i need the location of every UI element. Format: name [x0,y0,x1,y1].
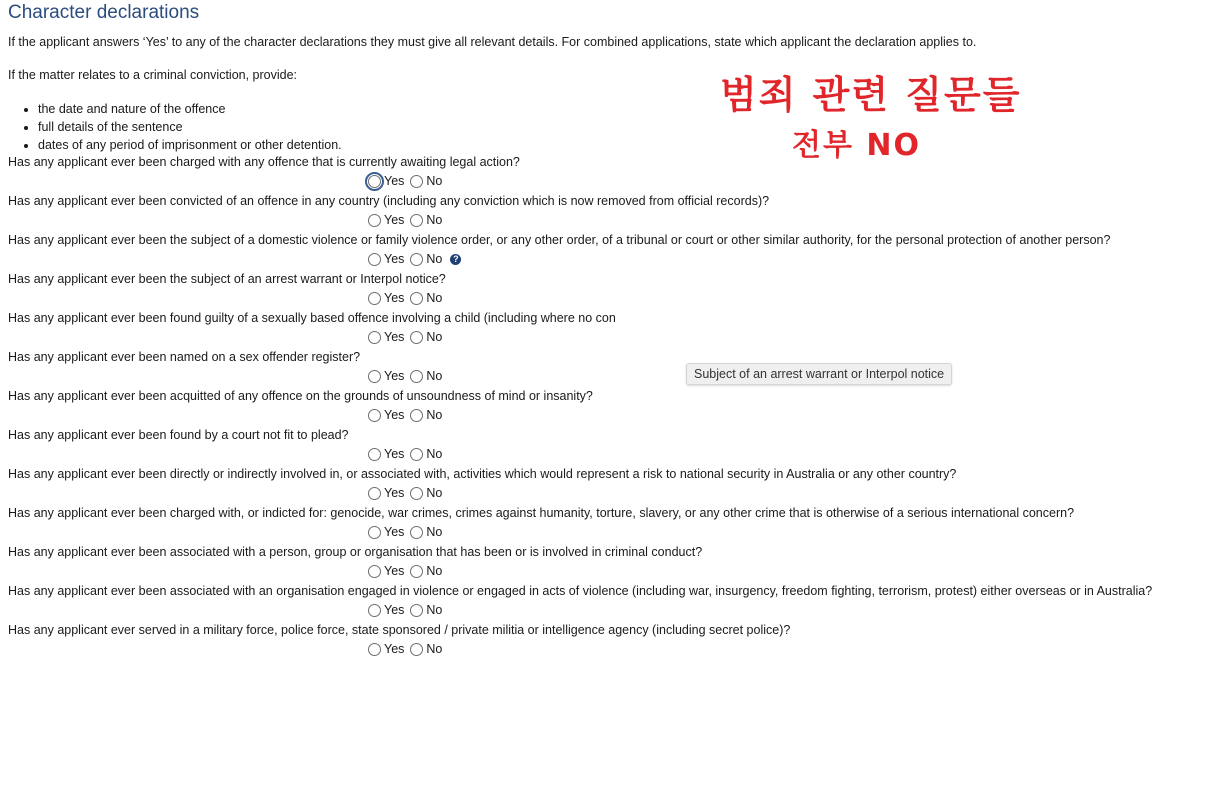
yes-label: Yes [384,329,405,344]
question-text: Has any applicant ever been found by a court not fit to plead? [8,428,349,442]
question-text: Has any applicant ever served in a military force, police force, state sponsored / private militia or intelligence agency (including secret police)? [8,623,791,637]
question-text: Has any applicant ever been charged with, or indicted for: genocide, war crimes, crimes against humanity, torture, slavery, or any other crime that is otherwise of a serious international concern? [8,506,1075,520]
yes-no-options [368,405,1200,425]
yes-radio[interactable] [368,175,381,188]
yes-radio[interactable] [368,487,381,500]
yes-no-options [368,522,1200,542]
question-text: Has any applicant ever been convicted of an offence in any country (including any conviction which is now removed from official records)? [8,194,770,208]
question-item [8,544,1200,581]
yes-option[interactable] [368,329,404,346]
yes-option[interactable] [368,251,404,268]
no-radio[interactable] [410,487,423,500]
yes-option[interactable] [368,212,404,229]
yes-label: Yes [384,212,405,227]
no-label: No [426,602,443,617]
yes-option[interactable] [368,485,404,502]
yes-label: Yes [384,602,405,617]
no-option[interactable] [410,329,442,346]
no-radio[interactable] [410,448,423,461]
list-item: • dates of any period of imprisonment or other detention. [38,136,1200,154]
yes-radio[interactable] [368,448,381,461]
yes-radio[interactable] [368,604,381,617]
yes-no-options [368,561,1200,581]
question-item [8,583,1200,620]
no-radio[interactable] [410,565,423,578]
yes-option[interactable] [368,602,404,619]
no-option[interactable] [410,251,442,268]
yes-radio[interactable] [368,565,381,578]
question-text: Has any applicant ever been charged with any offence that is currently awaiting legal action? [8,155,520,169]
question-item [8,505,1200,542]
no-option[interactable] [410,173,442,190]
no-radio[interactable] [410,214,423,227]
no-label: No [426,212,443,227]
yes-radio[interactable] [368,331,381,344]
no-radio[interactable] [410,175,423,188]
question-text: Has any applicant ever been associated with an organisation engaged in violence or engaged in acts of violence (including war, insurgency, freedom fighting, terrorism, protest) either overseas or in Australia? [8,584,1153,598]
yes-option[interactable] [368,563,404,580]
no-radio[interactable] [410,643,423,656]
yes-radio[interactable] [368,253,381,266]
question-item [8,310,1200,347]
question-item [8,193,1200,230]
yes-label: Yes [384,290,405,305]
yes-label: Yes [384,641,405,656]
no-label: No [426,173,443,188]
no-label: No [426,524,443,539]
no-radio[interactable] [410,604,423,617]
yes-label: Yes [384,446,405,461]
question-text: Has any applicant ever been directly or indirectly involved in, or associated with, activities which would represent a risk to national security in Australia or any other country? [8,467,957,481]
tooltip: Subject of an arrest warrant or Interpol notice [686,363,952,385]
no-option[interactable] [410,524,442,541]
list-item: • the date and nature of the offence [38,100,1200,118]
no-option[interactable] [410,290,442,307]
question-list [8,154,1200,659]
yes-radio[interactable] [368,370,381,383]
no-option[interactable] [410,407,442,424]
no-label: No [426,641,443,656]
no-label: No [426,407,443,422]
no-option[interactable] [410,563,442,580]
no-label: No [426,563,443,578]
yes-radio[interactable] [368,292,381,305]
yes-label: Yes [384,485,405,500]
yes-label: Yes [384,173,405,188]
yes-option[interactable] [368,524,404,541]
no-radio[interactable] [410,253,423,266]
no-option[interactable] [410,368,442,385]
no-label: No [426,446,443,461]
yes-radio[interactable] [368,409,381,422]
question-text: Has any applicant ever been found guilty of a sexually based offence involving a child (including where no con [8,311,616,325]
yes-radio[interactable] [368,214,381,227]
no-radio[interactable] [410,331,423,344]
question-item [8,271,1200,308]
question-text: Has any applicant ever been named on a sex offender register? [8,350,361,364]
yes-option[interactable] [368,407,404,424]
no-option[interactable] [410,212,442,229]
question-item [8,349,1200,386]
no-label: No [426,329,443,344]
yes-label: Yes [384,251,405,266]
yes-radio[interactable] [368,643,381,656]
yes-no-options [368,171,1200,191]
question-item [8,427,1200,464]
yes-label: Yes [384,368,405,383]
yes-no-options [368,444,1200,464]
no-option[interactable] [410,641,442,658]
no-option[interactable] [410,485,442,502]
question-text: Has any applicant ever been the subject of an arrest warrant or Interpol notice? [8,272,446,286]
no-option[interactable] [410,602,442,619]
yes-label: Yes [384,563,405,578]
question-text: Has any applicant ever been the subject of a domestic violence or family violence order, or any other order, of a tribunal or court or other similar authority, for the personal protection of another person? [8,233,1111,247]
yes-option[interactable] [368,173,404,190]
intro-text: If the applicant answers ‘Yes’ to any of the character declarations they must give all relevant details. For combined applications, state which applicant the declaration applies to. [8,35,977,49]
no-radio[interactable] [410,409,423,422]
no-radio[interactable] [410,370,423,383]
yes-label: Yes [384,524,405,539]
conviction-intro-text: If the matter relates to a criminal conviction, provide: [8,68,298,82]
yes-radio[interactable] [368,526,381,539]
yes-no-options [368,327,1200,347]
question-item [8,466,1200,503]
question-item [8,388,1200,425]
no-label: No [426,290,443,305]
no-radio[interactable] [410,292,423,305]
no-label: No [426,251,443,266]
question-item [8,154,1200,191]
yes-no-options [368,600,1200,620]
question-item [8,622,1200,659]
yes-no-options [368,639,1200,659]
no-option[interactable] [410,446,442,463]
yes-option[interactable] [368,368,404,385]
question-text: Has any applicant ever been associated with a person, group or organisation that has been or is involved in criminal conduct? [8,545,703,559]
yes-option[interactable] [368,290,404,307]
no-radio[interactable] [410,526,423,539]
yes-no-options [368,288,1200,308]
no-label: No [426,485,443,500]
handwritten-annotation-line2: 전부 NO [792,128,922,163]
list-item: • full details of the sentence [38,118,1200,136]
yes-option[interactable] [368,641,404,658]
question-item [8,232,1200,269]
question-text: Has any applicant ever been acquitted of any offence on the grounds of unsoundness of mind or insanity? [8,389,593,403]
yes-option[interactable] [368,446,404,463]
yes-label: Yes [384,407,405,422]
help-icon[interactable]: ? [450,254,461,265]
yes-no-options [368,249,1200,269]
no-label: No [426,368,443,383]
page-title: Character declarations [8,2,200,23]
yes-no-options [368,483,1200,503]
yes-no-options [368,210,1200,230]
handwritten-annotation-line1: 범죄 관련 질문들 [720,73,1022,117]
